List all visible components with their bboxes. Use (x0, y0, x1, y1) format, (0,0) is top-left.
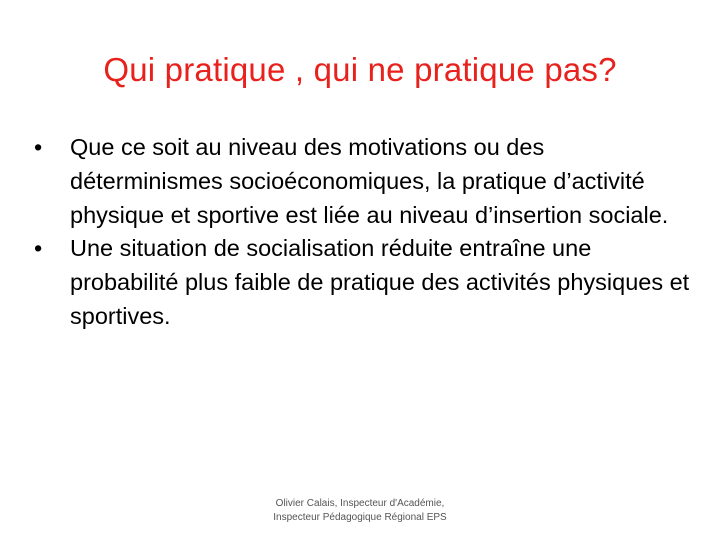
bullet-item-1 (34, 131, 694, 232)
footer-role-line: Inspecteur Pédagogique Régional EPS (273, 512, 447, 523)
footer-author-line: Olivier Calais, Inspecteur d'Académie, (275, 498, 445, 509)
slide-title: Qui pratique , qui ne pratique pas? (103, 51, 617, 88)
slide-footer (210, 497, 510, 525)
bullet-text-1: Que ce soit au niveau des motivations ou des déterminismes socioéconomiques, la pratique d’activité physique et sportive est liée au niveau d’insertion sociale. (70, 134, 669, 228)
bullet-text-2: Une situation de socialisation réduite entraîne une probabilité plus faible de pratique des activités physiques et sportives. (70, 235, 690, 329)
bullet-list (34, 131, 694, 334)
bullet-icon: • (34, 134, 43, 160)
bullet-item-2 (34, 232, 694, 333)
bullet-icon: • (34, 235, 43, 262)
